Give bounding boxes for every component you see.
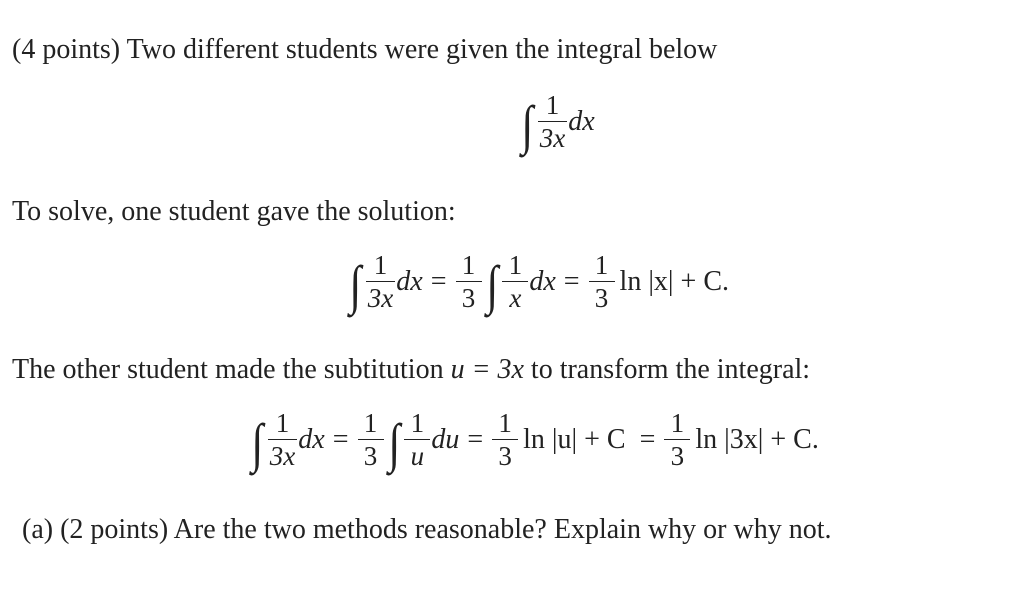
fraction-numerator: 1 — [373, 250, 388, 280]
equals-sign: = — [639, 424, 656, 455]
integral-sign: ∫ — [521, 95, 534, 155]
fraction-numerator: 1 — [508, 250, 523, 280]
integral-sign: ∫ — [251, 413, 264, 473]
fraction-numerator: 1 — [461, 250, 476, 280]
differential: dx — [298, 424, 325, 455]
fraction-denominator: 3 — [664, 439, 690, 470]
question-points: (2 points) — [60, 514, 169, 545]
fraction-numerator: 1 — [275, 408, 290, 438]
student2-intro — [12, 356, 810, 384]
fraction-denominator: 3 — [456, 281, 482, 312]
fraction-denominator: 3 — [589, 281, 615, 312]
integral-given — [518, 90, 595, 155]
fraction-denominator: x — [502, 281, 528, 312]
constant-fraction — [589, 252, 615, 312]
fraction-denominator: 3x — [269, 441, 296, 471]
intro-points: (4 points) — [12, 34, 121, 65]
intro-text: Two different students were given the integral below — [126, 34, 718, 65]
fraction — [404, 410, 430, 470]
constant-fraction — [492, 410, 518, 470]
equals-sign: = — [467, 424, 484, 455]
fraction-numerator: 1 — [363, 408, 378, 438]
fraction-numerator: 1 — [498, 408, 512, 438]
fraction-denominator: 3 — [492, 439, 518, 470]
fraction-denominator: 3x — [539, 123, 566, 153]
result-expression: ln |x| + C. — [619, 266, 730, 297]
differential: dx — [568, 106, 595, 137]
fraction-numerator: 1 — [545, 90, 560, 120]
student2-intro-text: The other student made the subtitution — [12, 354, 444, 385]
fraction-numerator: 1 — [594, 250, 609, 280]
intermediate-expression: ln |u| + C — [523, 424, 626, 455]
fraction-denominator: 3 — [358, 439, 384, 470]
differential: du — [431, 424, 460, 455]
question-a — [22, 516, 832, 544]
question-label: (a) — [22, 514, 54, 545]
student2-intro-text-end: to transform the integral: — [530, 354, 811, 385]
equals-sign: = — [430, 266, 447, 297]
equals-sign: = — [332, 424, 349, 455]
fraction — [538, 92, 567, 152]
fraction — [502, 252, 528, 312]
question-text: Are the two methods reasonable? Explain why or why not. — [173, 514, 832, 545]
integral-sign: ∫ — [349, 255, 362, 315]
fraction-denominator: 3x — [367, 283, 394, 313]
constant-fraction — [664, 410, 690, 470]
result-expression: ln |3x| + C. — [695, 424, 819, 455]
substitution-expression: u = 3x — [450, 354, 524, 385]
differential: dx — [396, 266, 423, 297]
student1-intro: To solve, one student gave the solution: — [12, 196, 456, 227]
fraction-denominator: u — [404, 439, 430, 470]
fraction-numerator: 1 — [410, 408, 425, 438]
equals-sign: = — [563, 266, 580, 297]
integral-sign: ∫ — [485, 255, 498, 315]
student1-solution — [346, 250, 735, 315]
constant-fraction — [358, 410, 384, 470]
intro-line — [12, 36, 717, 64]
student2-solution — [248, 408, 825, 473]
integral-sign: ∫ — [387, 413, 400, 473]
fraction — [366, 252, 395, 312]
differential: dx — [529, 266, 556, 297]
constant-fraction — [456, 252, 482, 312]
fraction — [268, 410, 297, 470]
fraction-numerator: 1 — [670, 408, 685, 438]
